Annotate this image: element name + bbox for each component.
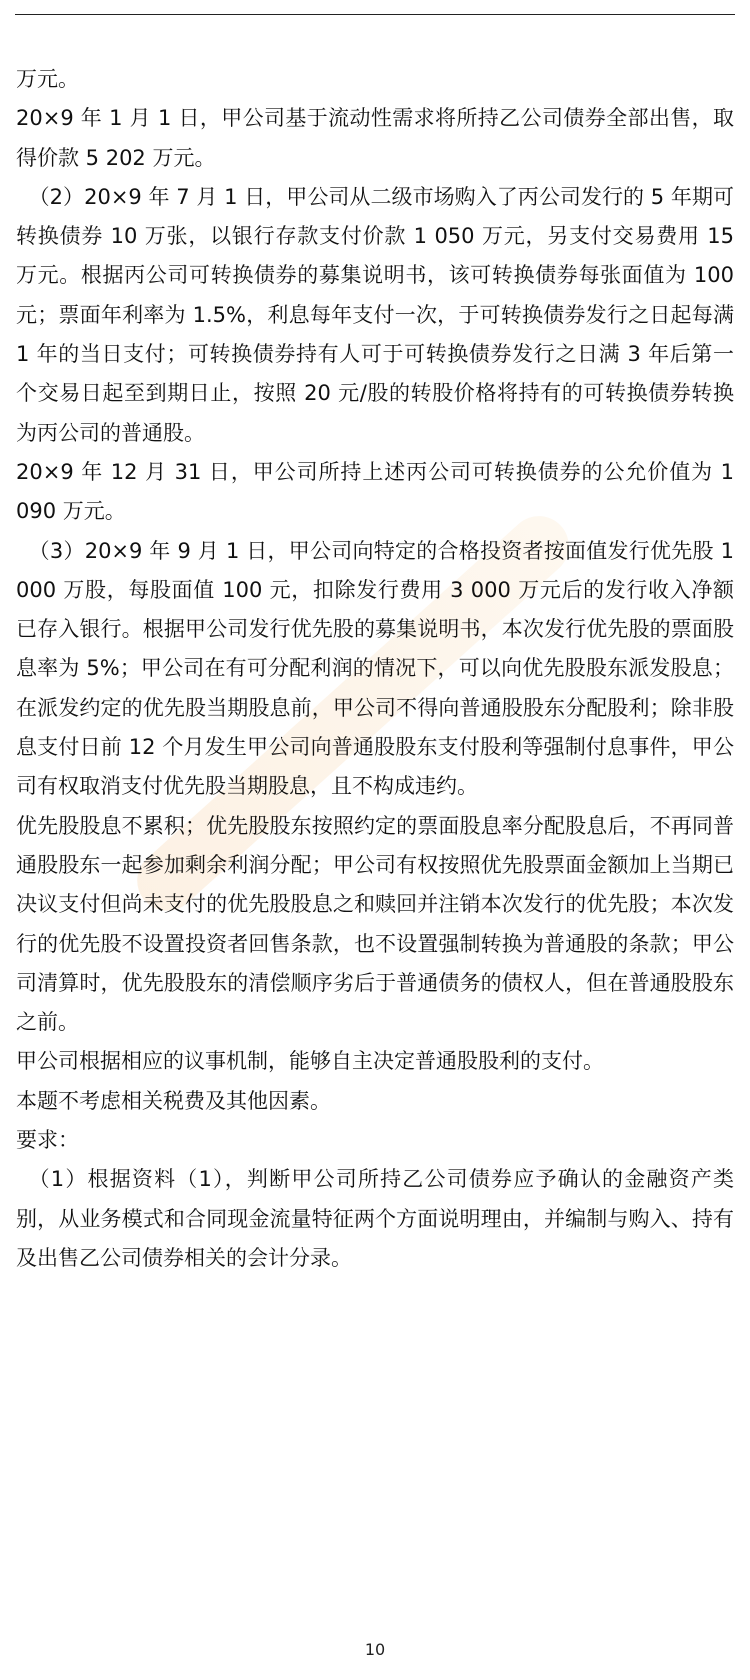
paragraph: 20×9 年 1 月 1 日，甲公司基于流动性需求将所持乙公司债券全部出售，取得价款 5 202 万元。: [16, 106, 734, 170]
paragraph: 优先股股息不累积；优先股股东按照约定的票面股息率分配股息后，不再同普通股股东一起参加剩余利润分配；甲公司有权按照优先股票面金额加上当期已决议支付但尚未支付的优先股股息之和赎回并注销本次发行的优先股；本次发行的优先股不设置投资者回售条款，也不设置强制转换为普通股的条款；甲公司清算时，优先股股东的清偿顺序劣后于普通债务的债权人，但在普通股股东之前。: [16, 813, 734, 1035]
paragraph: （3）20×9 年 9 月 1 日，甲公司向特定的合格投资者按面值发行优先股 1 000 万股，每股面值 100 元，扣除发行费用 3 000 万元后的发行收入净额已存入银行。根据甲公司发行优先股的募集说明书，本次发行优先股的票面股息率为 5%；甲公司在有可分配利润的情况下，可以向优先股股东派发股息；在派发约定的优先股当期股息前，甲公司不得向普通股股东分配股利；除非股息支付日前 12 个月发生甲公司向普通股股东支付股利等强制付息事件，甲公司有权取消支付优先股当期股息，且不构成违约。: [16, 538, 734, 799]
paragraph: 甲公司根据相应的议事机制，能够自主决定普通股股利的支付。: [16, 1049, 604, 1074]
paragraph: （2）20×9 年 7 月 1 日，甲公司从二级市场购入了丙公司发行的 5 年期可转换债券 10 万张，以银行存款支付价款 1 050 万元，另支付交易费用 15 万元。根据丙公司可转换债券的募集说明书，该可转换债券每张面值为 100 元；票面年利率为 1.5%，利息每年支付一次，于可转换债券发行之日起每满 1 年的当日支付；可转换债券持有人可于可转换债券发行之日满 3 年后第一个交易日起至到期日止，按照 20 元/股的转股价格将持有的可转换债券转换为丙公司的普通股。: [16, 184, 734, 445]
paragraph: 20×9 年 12 月 31 日，甲公司所持上述丙公司可转换债券的公允价值为 1 090 万元。: [16, 459, 734, 524]
paragraph: 本题不考虑相关税费及其他因素。: [16, 1088, 331, 1113]
document-body: [16, 60, 734, 1278]
paragraph: （1）根据资料（1），判断甲公司所持乙公司债券应予确认的金融资产类别，从业务模式和合同现金流量特征两个方面说明理由，并编制与购入、持有及出售乙公司债券相关的会计分录。: [16, 1167, 734, 1270]
paragraph: 万元。: [16, 67, 79, 91]
page-number: 10: [364, 1640, 386, 1659]
header-rule: [15, 14, 735, 15]
paragraph: 要求：: [16, 1128, 79, 1153]
